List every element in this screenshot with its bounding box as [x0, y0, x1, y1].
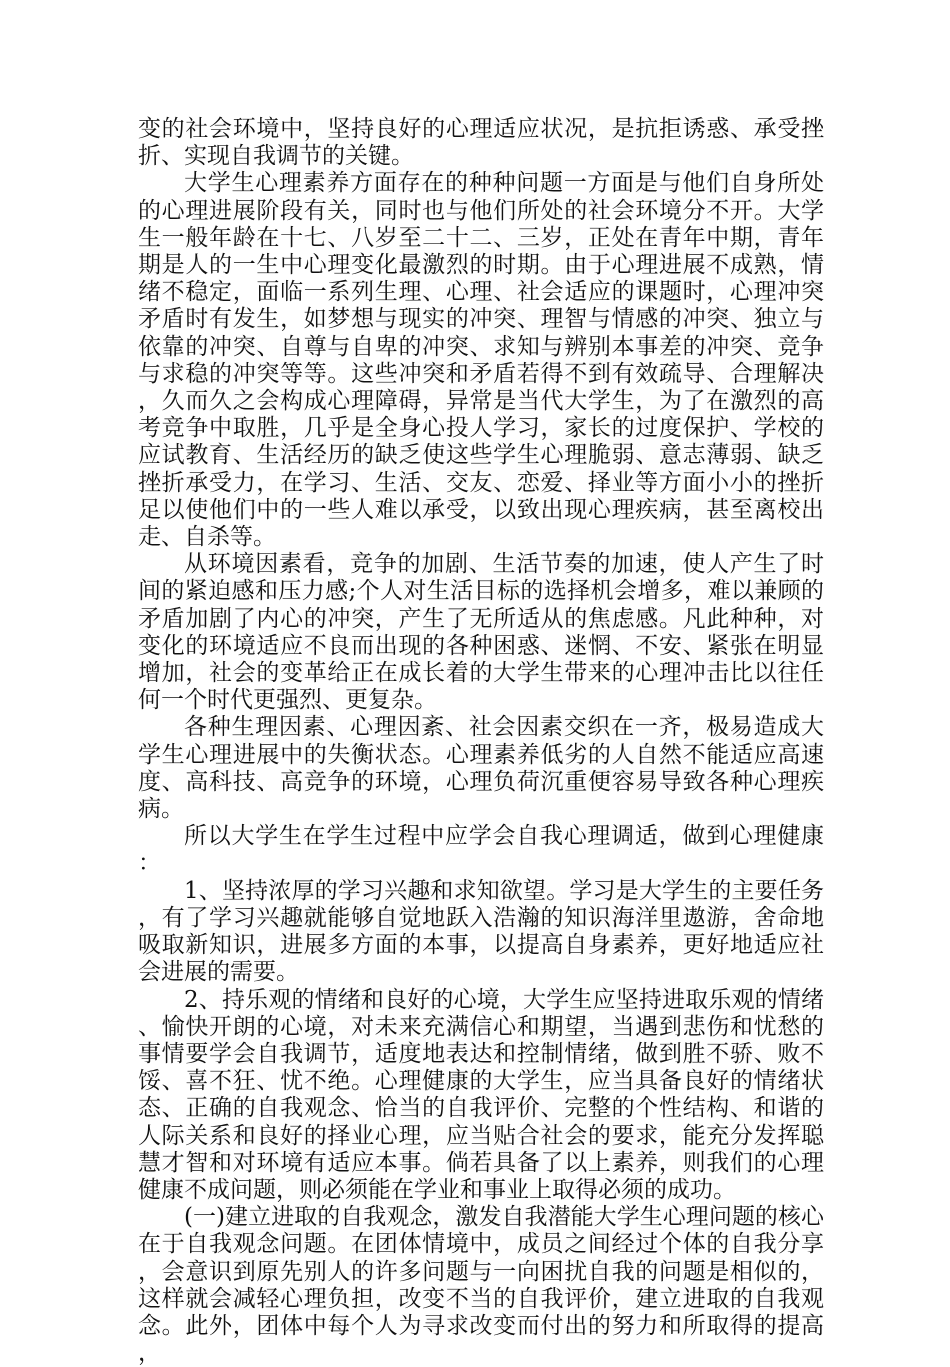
paragraph-self-adjustment: 所以大学生在学生过程中应学会自我心理调适，做到心理健康：	[138, 823, 824, 877]
paragraph-psychological-problems: 大学生心理素养方面存在的种种问题一方面是与他们自身所处的心理进展阶段有关，同时也与他们所处的社会环境分不开。大学生一般年龄在十七、八岁至二十二、三岁，正处在青年中期，青年期是人的一生中心理变化最激烈的时期。由于心理进展不成熟，情绪不稳定，面临一系列生理、心理、社会适应的课题时，心理冲突矛盾时有发生，如梦想与现实的冲突、理智与情感的冲突、独立与依靠的冲突、自尊与自卑的冲突、求知与辨别本事差的冲突、竞争与求稳的冲突等等。这些冲突和矛盾若得不到有效疏导、合理解决，久而久之会构成心理障碍，异常是当代大学生，为了在激烈的高考竞争中取胜，几乎是全身心投人学习，家长的过度保护、学校的应试教育、生活经历的缺乏使这些学生心理脆弱、意志薄弱、缺乏挫折承受力，在学习、生活、交友、恋爱、择业等方面小小的挫折足以使他们中的一些人难以承受，以致出现心理疾病，甚至离校出走、自杀等。	[138, 170, 824, 551]
paragraph-imbalance: 各种生理因素、心理因紊、社会因素交织在一齐，极易造成大学生心理进展中的失衡状态。心理素养低劣的人自然不能适应高速度、高科技、高竞争的环境，心理负荷沉重便容易导致各种心理疾病。	[138, 714, 824, 823]
paragraph-continuation: 变的社会环境中，坚持良好的心理适应状况，是抗拒诱惑、承受挫折、实现自我调节的关键。	[138, 116, 824, 170]
paragraph-environment-factors: 从环境因素看，竞争的加剧、生活节奏的加速，使人产生了时间的紧迫感和压力感;个人对生活目标的选择机会增多，难以兼顾的矛盾加剧了内心的冲突，产生了无所适从的焦虑感。凡此种种，对变化的环境适应不良而出现的各种困惑、迷惘、不安、紧张在明显增加，社会的变革给正在成长着的大学生带来的心理冲击比以往任何一个时代更强烈、更复杂。	[138, 551, 824, 714]
paragraph-point-1: 1、坚持浓厚的学习兴趣和求知欲望。学习是大学生的主要任务，有了学习兴趣就能够自觉地跃入浩瀚的知识海洋里遨游，舍命地吸取新知识，进展多方面的本事，以提高自身素养，更好地适应社会进展的需要。	[138, 877, 824, 986]
paragraph-self-concept: (一)建立进取的自我观念，激发自我潜能大学生心理问题的核心在于自我观念问题。在团体情境中，成员之间经过个体的自我分享，会意识到原先别人的许多问题与一向困扰自我的问题是相似的，这样就会减轻心理负担，改变不当的自我评价，建立进取的自我观念。此外，团体中每个人为寻求改变而付出的努力和所取得的提高，	[138, 1204, 824, 1367]
document-page	[138, 116, 824, 1367]
paragraph-point-2: 2、持乐观的情绪和良好的心境，大学生应坚持进取乐观的情绪、愉快开朗的心境，对未来充满信心和期望，当遇到悲伤和忧愁的事情要学会自我调节，适度地表达和控制情绪，做到胜不骄、败不馁、喜不狂、忧不绝。心理健康的大学生，应当具备良好的情绪状态、正确的自我观念、恰当的自我评价、完整的个性结构、和谐的人际关系和良好的择业心理，应当贴合社会的要求，能充分发挥聪慧才智和对环境有适应本事。倘若具备了以上素养，则我们的心理健康不成问题，则必须能在学业和事业上取得必须的成功。	[138, 986, 824, 1203]
